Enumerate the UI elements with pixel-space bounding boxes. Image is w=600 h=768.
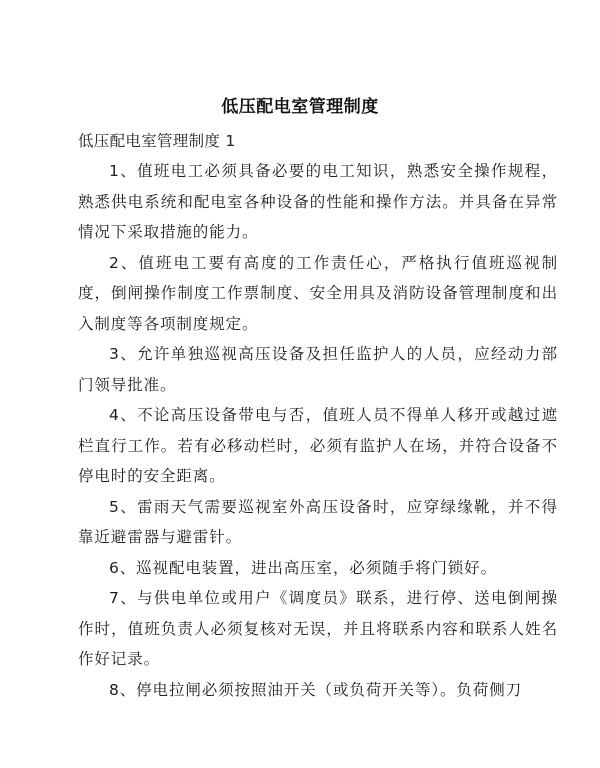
document-body [78,156,558,705]
paragraph-3: 3、允许单独巡视高压设备及担任监护人的人员，应经动力部门领导批准。 [78,345,558,394]
document-title: 低压配电室管理制度 [221,97,379,117]
paragraph-6: 6、巡视配电装置，进出高压室，必须随手将门锁好。 [109,558,497,577]
paragraph-2: 2、值班电工要有高度的工作责任心，严格执行值班巡视制度，倒闸操作制度工作票制度、安全用具及消防设备管理制度和出入制度等各项制度规定。 [78,253,558,333]
paragraph-8: 8、停电拉闸必须按照油开关（或负荷开关等）。负荷侧刀 [109,680,523,699]
paragraph-1: 1、值班电工必须具备必要的电工知识，熟悉安全操作规程，熟悉供电系统和配电室各种设备的性能和操作方法。并具备在异常情况下采取措施的能力。 [78,162,558,241]
document-subtitle: 低压配电室管理制度 1 [78,132,236,150]
paragraph-4: 4、不论高压设备带电与否，值班人员不得单人移开或越过遮栏直行工作。若有必移动栏时，必须有监护人在场，并符合设备不停电时的安全距离。 [78,406,558,485]
paragraph-7: 7、与供电单位或用户《调度员》联系，进行停、送电倒闸操作时，值班负责人必须复核对无误，并且将联系内容和联系人姓名作好记录。 [78,589,558,668]
paragraph-5: 5、雷雨天气需要巡视室外高压设备时，应穿绿缘靴，并不得靠近避雷器与避雷针。 [78,497,558,546]
